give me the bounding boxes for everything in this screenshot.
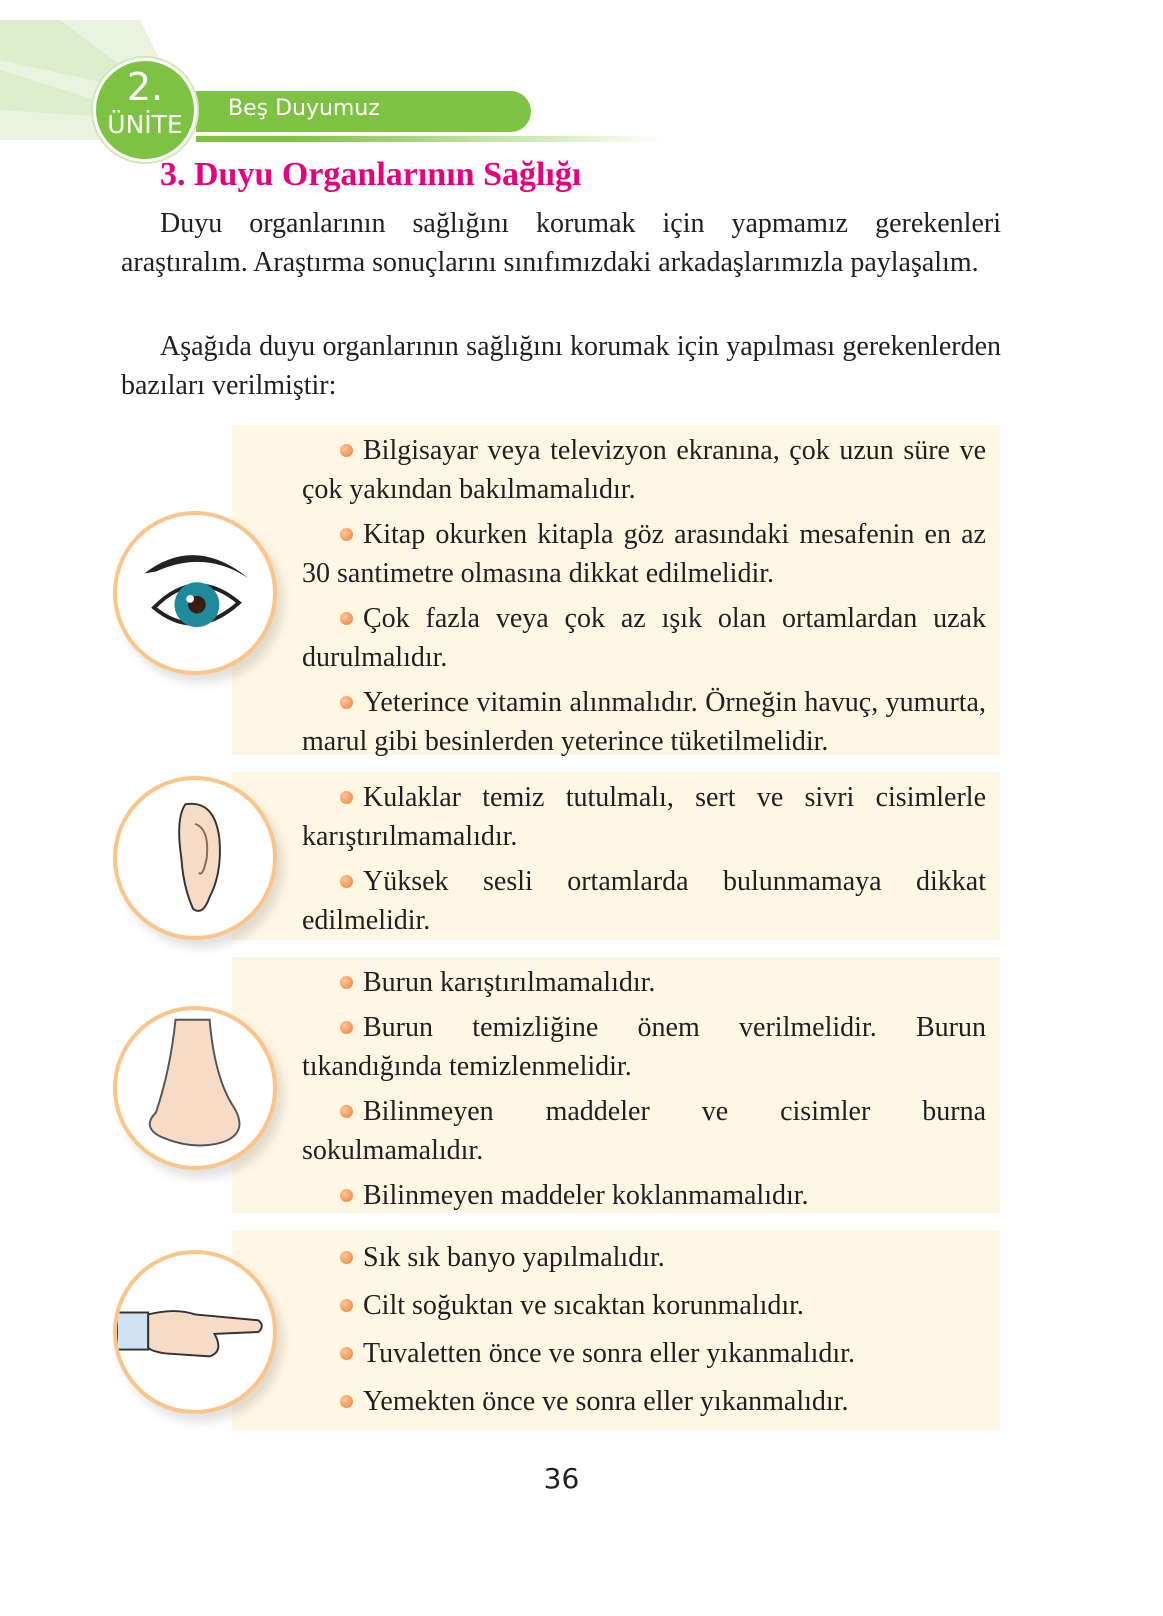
bullet-icon [340,696,353,709]
list-item [302,1334,986,1373]
bullet-icon [340,875,353,888]
bullet-icon [340,1299,353,1312]
list-item [302,963,986,1002]
unit-badge [93,58,197,162]
item-text: Bilinmeyen maddeler koklanmamalıdır. [363,1180,809,1211]
ear-care-box [232,772,1000,940]
bullet-icon [340,1021,353,1034]
bullet-icon [340,1251,353,1264]
list-item [302,1382,986,1421]
bullet-icon [340,1105,353,1118]
bullet-icon [340,1347,353,1360]
ear-icon [113,776,277,940]
bullet-icon [340,1189,353,1202]
list-item [302,1238,986,1277]
intro-paragraph: Duyu organlarının sağlığını korumak için yapmamız gerekenleri araştıralım. Araştırma sonuçlarını sınıfımızdaki arkadaşlarımızla paylaşalım. [121,208,1001,278]
item-text: Sık sık banyo yapılmalıdır. [363,1242,665,1273]
list-item [302,599,986,677]
item-text: Cilt soğuktan ve sıcaktan korunmalıdır. [363,1290,804,1321]
item-text: Yemekten önce ve sonra eller yıkanmalıdır. [363,1386,849,1417]
nose-care-box [232,957,1000,1213]
bullet-icon [340,976,353,989]
item-text: Yüksek sesli ortamlarda bulunmamaya dikkat edilmelidir. [302,866,986,936]
list-item [302,778,986,856]
hand-icon [113,1250,277,1414]
page-number: 36 [543,1462,580,1495]
eye-care-box [232,425,1000,755]
list-item [302,431,986,509]
item-text: Kitap okurken kitapla göz arasındaki mesafenin en az 30 santimetre olmasına dikkat edilmelidir. [302,519,986,589]
section-title: 3. Duyu Organlarının Sağlığı [160,156,582,193]
list-item [302,1092,986,1170]
bullet-icon [340,791,353,804]
skin-care-box [232,1230,1000,1430]
item-text: Çok fazla veya çok az ışık olan ortamlardan uzak durulmalıdır. [302,603,986,673]
list-item [302,1008,986,1086]
item-text: Bilgisayar veya televizyon ekranına, çok uzun süre ve çok yakından bakılmamalıdır. [302,435,986,505]
bullet-icon [340,528,353,541]
intro-paragraph: Aşağıda duyu organlarının sağlığını korumak için yapılması gerekenlerden bazıları verilmiştir: [121,331,1001,401]
unit-title: Beş Duyumuz [228,96,380,121]
bullet-icon [340,1395,353,1408]
list-item [302,862,986,940]
list-item [302,1176,986,1215]
item-text: Kulaklar temiz tutulmalı, sert ve sivri cisimlerle karıştırılmamalıdır. [302,782,986,852]
item-text: Bilinmeyen maddeler ve cisimler burna sokulmamalıdır. [302,1096,986,1166]
bullet-icon [340,444,353,457]
list-item [302,515,986,593]
item-text: Yeterince vitamin alınmalıdır. Örneğin havuç, yumurta, marul gibi besinlerden yeterince tüketilmelidir. [302,687,986,757]
item-text: Burun karıştırılmamalıdır. [363,967,656,998]
list-item [302,683,986,761]
unit-word: ÜNİTE [107,110,183,139]
item-text: Burun temizliğine önem verilmelidir. Burun tıkandığında temizlenmelidir. [302,1012,986,1082]
eye-icon [113,511,277,675]
item-text: Tuvaletten önce ve sonra eller yıkanmalıdır. [363,1338,855,1369]
list-item [302,1286,986,1325]
unit-number: 2. [126,65,164,109]
nose-icon [113,1006,277,1170]
bullet-icon [340,612,353,625]
unit-underline [196,136,666,142]
